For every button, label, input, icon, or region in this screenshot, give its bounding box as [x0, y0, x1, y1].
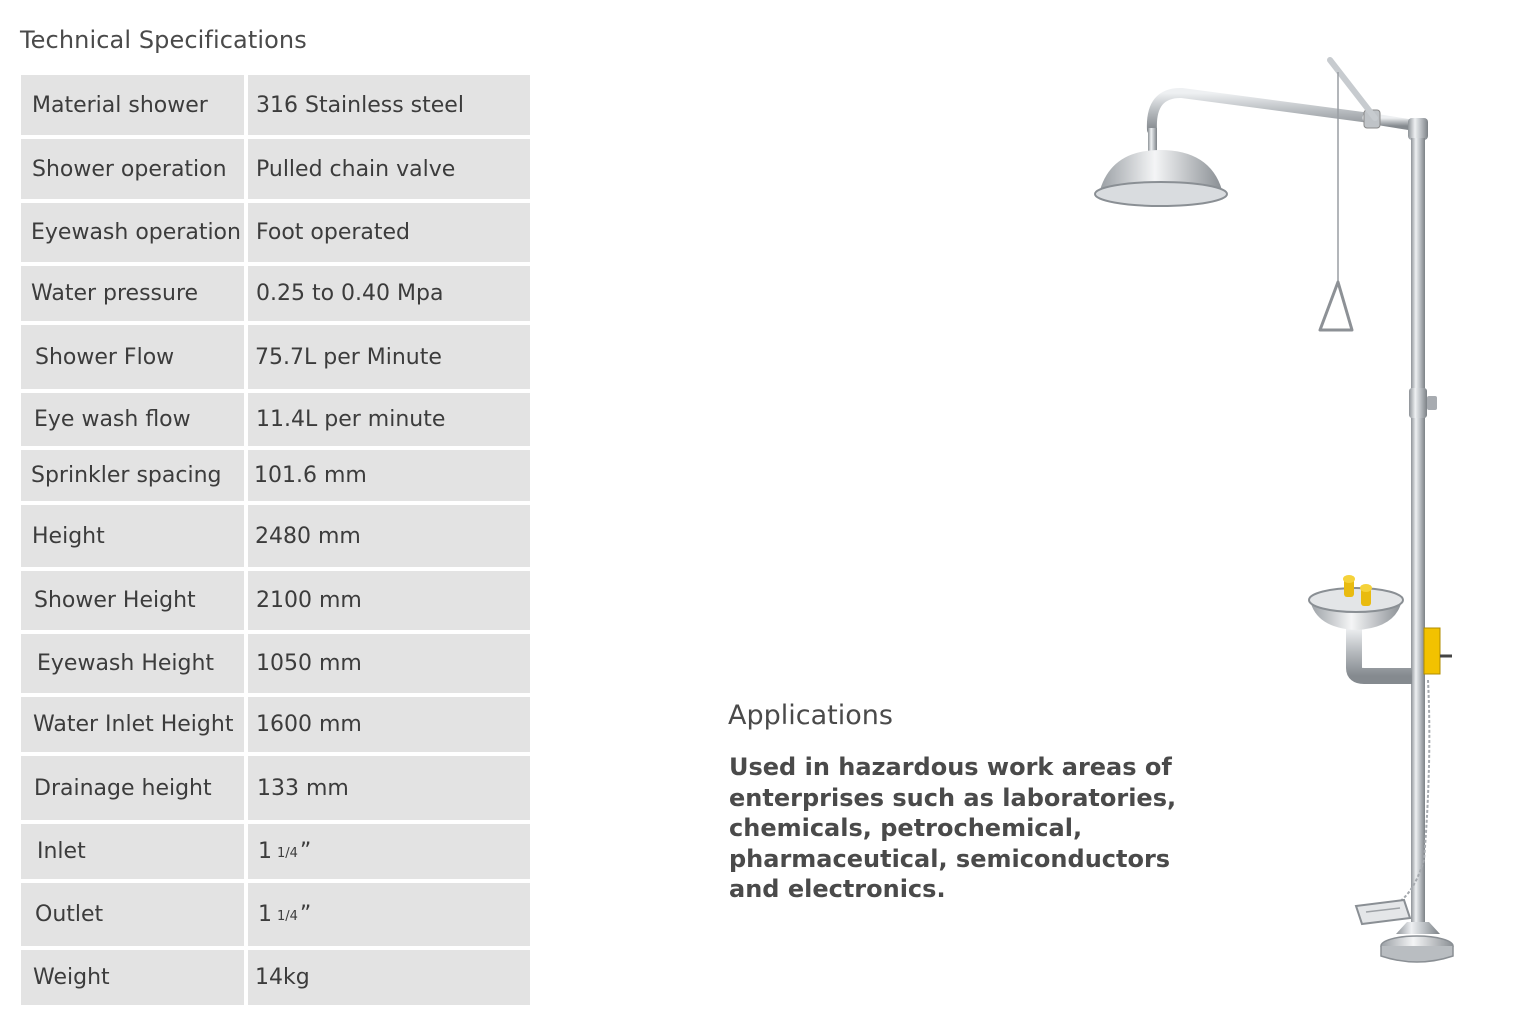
spec-label: Water pressure: [21, 266, 244, 321]
spec-row-weight: [21, 950, 530, 1005]
eyewash-bowl-icon: [1309, 575, 1412, 676]
spec-value: 316 Stainless steel: [248, 75, 530, 135]
spec-value: [248, 824, 530, 879]
spec-value-unit: ”: [299, 839, 312, 864]
spec-label: Material shower: [21, 75, 244, 135]
spec-value: 14kg: [248, 950, 530, 1005]
spec-label: Sprinkler spacing: [21, 450, 244, 501]
spec-value: 75.7L per Minute: [248, 325, 530, 389]
spec-label: Water Inlet Height: [21, 697, 244, 752]
spec-value-whole: 1: [258, 839, 272, 864]
spec-label: Eye wash flow: [21, 393, 244, 446]
spec-label: Outlet: [21, 883, 244, 946]
spec-value: Foot operated: [248, 203, 530, 262]
spec-title: Technical Specifications: [20, 26, 307, 54]
spec-value: Pulled chain valve: [248, 139, 530, 199]
spec-row-water-inlet-height: [21, 697, 530, 752]
spec-label: Inlet: [21, 824, 244, 879]
spec-label: Shower operation: [21, 139, 244, 199]
spec-value: 2480 mm: [248, 505, 530, 567]
spec-value-whole: 1: [258, 902, 272, 927]
spec-row-inlet: [21, 824, 530, 879]
spec-value: 101.6 mm: [248, 450, 530, 501]
spec-row-eye-wash-flow: [21, 393, 530, 446]
spec-value: 133 mm: [248, 756, 530, 820]
spec-label: Eyewash operation: [21, 203, 244, 262]
spec-value-fraction: 1/4: [277, 909, 298, 924]
spec-label: Shower Flow: [21, 325, 244, 389]
foot-pedal-icon: [1356, 900, 1410, 924]
spec-label: Shower Height: [21, 571, 244, 630]
spec-row-material-shower: [21, 75, 530, 135]
spec-label: Weight: [21, 950, 244, 1005]
spec-row-shower-operation: [21, 139, 530, 199]
floor-base-icon: [1381, 922, 1453, 962]
spec-label: Drainage height: [21, 756, 244, 820]
spec-row-shower-height: [21, 571, 530, 630]
spec-row-water-pressure: [21, 266, 530, 321]
applications-title: Applications: [728, 700, 893, 731]
spec-row-sprinkler-spacing: [21, 450, 530, 501]
spec-row-shower-flow: [21, 325, 530, 389]
spec-value-unit: ”: [299, 902, 312, 927]
spec-row-drainage-height: [21, 756, 530, 820]
spec-label: Height: [21, 505, 244, 567]
shower-head-icon: [1095, 93, 1370, 206]
spec-label: Eyewash Height: [21, 634, 244, 693]
spec-value-fraction: 1/4: [277, 846, 298, 861]
applications-body: Used in hazardous work areas of enterprises such as laboratories, chemicals, petrochemical, pharmaceutical, semiconductors and electronics.: [729, 753, 1177, 903]
pull-handle-icon: [1320, 60, 1375, 330]
spec-value: 1600 mm: [248, 697, 530, 752]
spec-value: 2100 mm: [248, 571, 530, 630]
spec-row-height: [21, 505, 530, 567]
spec-row-eyewash-operation: [21, 203, 530, 262]
spec-value: [248, 883, 530, 946]
spec-row-outlet: [21, 883, 530, 946]
spec-value: 1050 mm: [248, 634, 530, 693]
spec-value: 11.4L per minute: [248, 393, 530, 446]
spec-value: 0.25 to 0.40 Mpa: [248, 266, 530, 321]
spec-row-eyewash-height: [21, 634, 530, 693]
